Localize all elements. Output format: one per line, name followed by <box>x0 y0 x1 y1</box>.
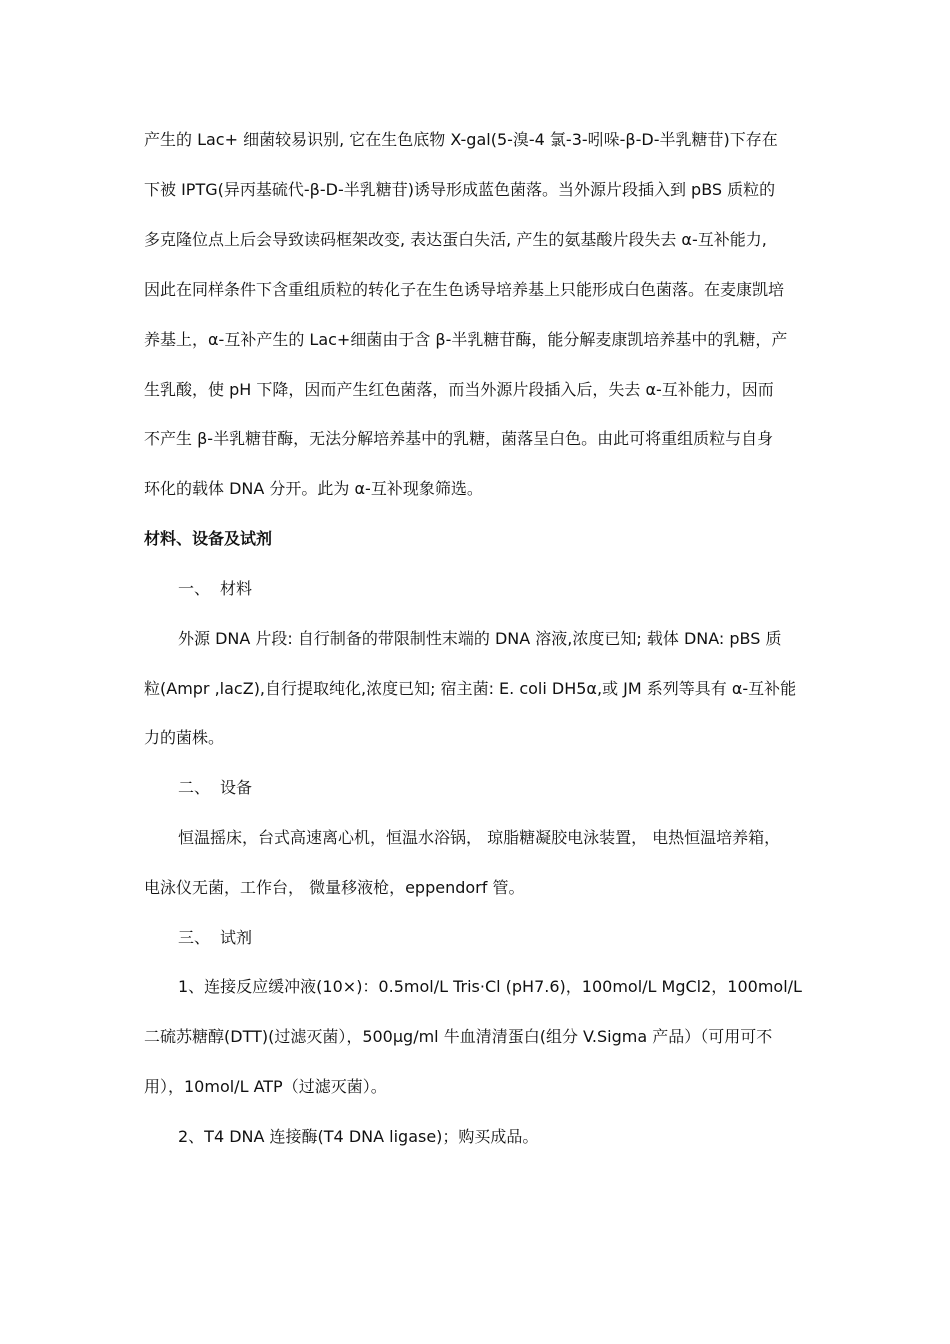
reagents-title: 试剂 <box>220 928 253 947</box>
intro-line-2: 下被 IPTG(异丙基硫代-β-D-半乳糖苷)诱导形成蓝色菌落。当外源片段插入到 pBS 质粒的 <box>144 180 776 199</box>
reagent-item1-line-1: 1、连接反应缓冲液(10×)：0.5mol/L Tris·Cl (pH7.6)，100mol/L MgCl2，100mol/L <box>178 977 802 996</box>
intro-line-4: 因此在同样条件下含重组质粒的转化子在生色诱导培养基上只能形成白色菌落。在麦康凯培 <box>144 280 785 299</box>
intro-line-5: 养基上，α-互补产生的 Lac+细菌由于含 β-半乳糖苷酶，能分解麦康凯培养基中的乳糖，产 <box>144 330 788 349</box>
materials-number: 一、 <box>178 579 211 598</box>
intro-line-1: 产生的 Lac+ 细菌较易识别, 它在生色底物 X-gal(5-溴-4 氯-3-吲哚-β-D-半乳糖苷)下存在 <box>144 130 778 149</box>
equipment-title: 设备 <box>220 778 253 797</box>
reagents-number: 三、 <box>178 928 211 947</box>
equipment-heading <box>178 777 252 799</box>
reagents-heading <box>178 927 252 949</box>
reagent-item1-line-2: 二硫苏糖醇(DTT)(过滤灭菌），500μg/ml 牛血清清蛋白(组分 V.Sigma 产品）（可用可不 <box>144 1027 773 1046</box>
reagent-item1-line-3: 用），10mol/L ATP（过滤灭菌）。 <box>144 1077 387 1096</box>
intro-line-6: 生乳酸，使 pH 下降，因而产生红色菌落，而当外源片段插入后，失去 α-互补能力，因而 <box>144 380 774 399</box>
materials-line-2: 粒(Ampr ,lacZ),自行提取纯化,浓度已知; 宿主菌: E. coli DH5α,或 JM 系列等具有 α-互补能 <box>144 679 797 698</box>
materials-line-1: 外源 DNA 片段: 自行制备的带限制性末端的 DNA 溶液,浓度已知; 载体 DNA: pBS 质 <box>178 629 782 648</box>
intro-line-8: 环化的载体 DNA 分开。此为 α-互补现象筛选。 <box>144 479 483 498</box>
section-title: 材料、设备及试剂 <box>144 529 273 548</box>
equipment-line-2: 电泳仪无菌，工作台， 微量移液枪，eppendorf 管。 <box>144 878 525 897</box>
intro-line-3: 多克隆位点上后会导致读码框架改变, 表达蛋白失活, 产生的氨基酸片段失去 α-互补能力, <box>144 230 767 249</box>
reagent-item2: 2、T4 DNA 连接酶(T4 DNA ligase)；购买成品。 <box>178 1127 539 1146</box>
equipment-line-1: 恒温摇床，台式高速离心机，恒温水浴锅， 琼脂糖凝胶电泳装置， 电热恒温培养箱， <box>178 828 781 847</box>
materials-title: 材料 <box>220 579 253 598</box>
materials-line-3: 力的菌株。 <box>144 728 225 747</box>
materials-heading <box>178 578 252 600</box>
equipment-number: 二、 <box>178 778 211 797</box>
intro-line-7: 不产生 β-半乳糖苷酶，无法分解培养基中的乳糖，菌落呈白色。由此可将重组质粒与自身 <box>144 429 774 448</box>
